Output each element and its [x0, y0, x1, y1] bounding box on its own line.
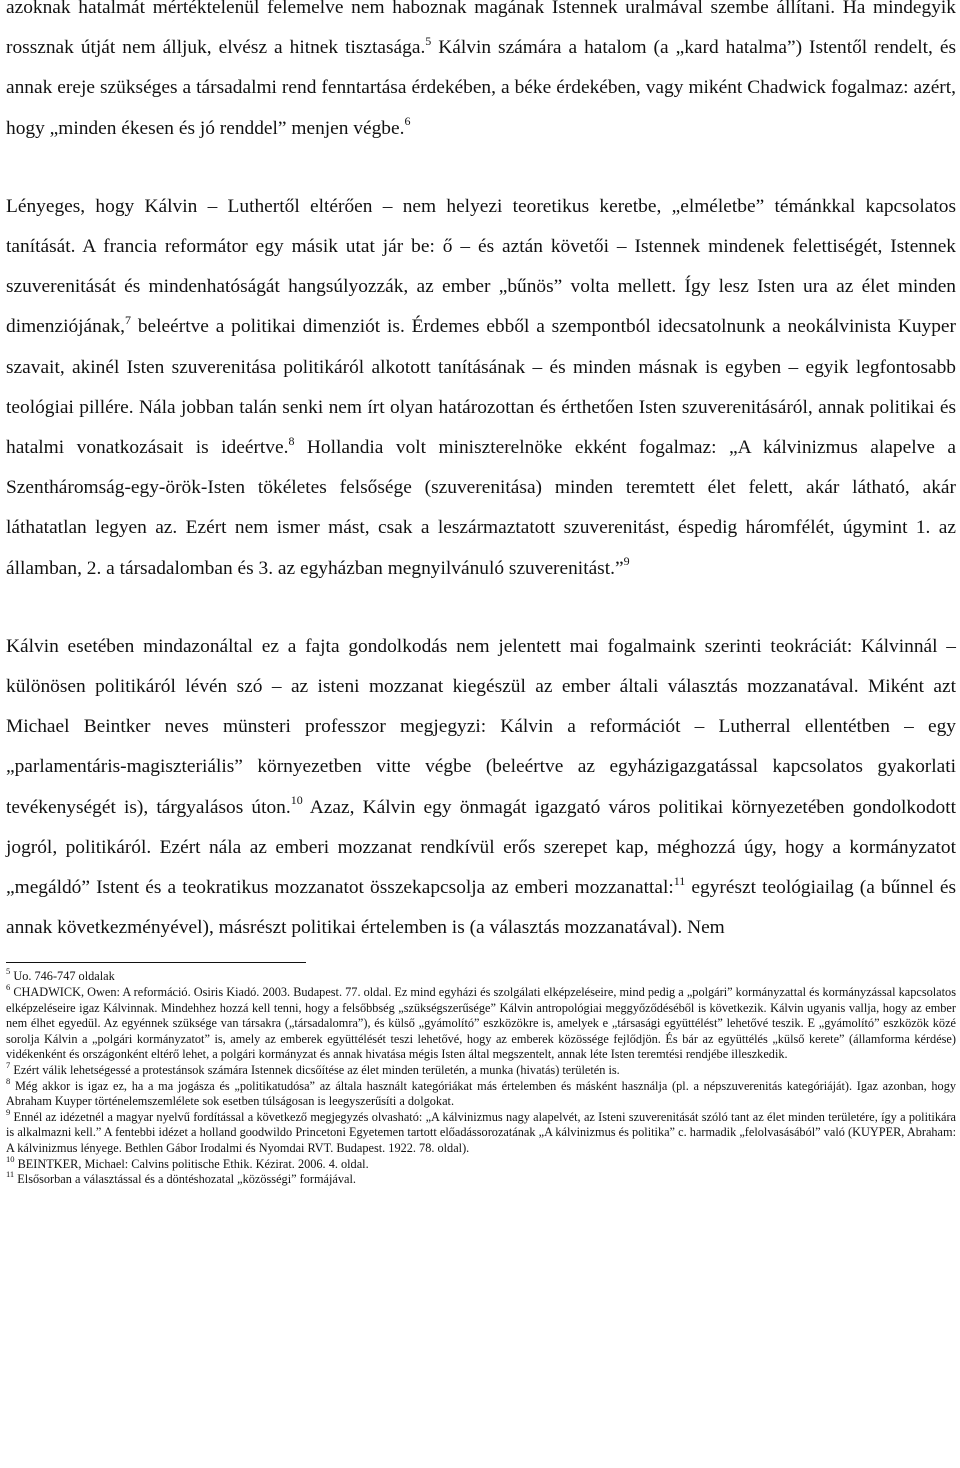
footnote-ref-10[interactable]: 10 [290, 793, 303, 808]
footnote-text: Uo. 746-747 oldalak [10, 969, 115, 984]
footnote-11 [6, 1169, 956, 1188]
footnote-5 [6, 966, 956, 985]
footnote-separator [6, 962, 306, 963]
paragraph-text: Azaz, Kálvin egy önmagát igazgató város politikai környezetében gondolkodott jogról, politikáról. Ezért nála az emberi mozzanat rendkívül erős szerepet kap, méghozzá úgy, hogy a kormányzatot „megáldó” Istent és a teokratikus mozzanatot összekapcsolja az emberi mozzanattal: [6, 796, 956, 899]
footnote-text: Elsősorban a választással és a döntéshozatal „közösségi” formájával. [14, 1172, 356, 1187]
paragraph-text: azoknak hatalmát mértéktelenül felemelve nem haboznak magának Istennek uralmával szembe állítani. Ha mindegyik rossznak útját nem álljuk, elvész a hitnek tisztasága. [6, 0, 956, 59]
paragraph-text: Lényeges, hogy Kálvin – Luthertől eltérően – nem helyezi teoretikus keretbe, „elméletbe” témánkkal kapcsolatos tanítását. A francia reformátor egy másik utat jár be: ő – és aztán követői – Istennek mindenek felettiségét, Istennek szuverenitását és mindenhatóságát hangsúlyozzák, az ember „bűnös” volta mellett. Így lesz Isten ura az élet minden dimenziójának, [6, 195, 956, 338]
footnote-ref-11[interactable]: 11 [673, 873, 686, 888]
paragraph-text: beleértve a politikai dimenziót is. Érdemes ebből a szempontból idecsatolnunk a neokálvinista Kuyper szavait, akinél Isten szuverenitása politikáról alkotott tanításának – és minden másnak is egyben – egyik legfontosabb teológiai pillére. Nála jobban talán senki nem írt olyan határozottan és érthetően Isten szuverenitásáról, annak politikai és hatalmi vonatkozásait is ideértve. [6, 316, 956, 459]
footnote-text: BEINTKER, Michael: Calvins politische Ethik. Kézirat. 2006. 4. oldal. [14, 1156, 369, 1171]
footnote-ref-8[interactable]: 8 [288, 433, 295, 448]
body-paragraph-1 [6, 0, 956, 149]
paragraph-text: egyrészt teológiailag (a bűnnel és annak következményével), másrészt politikai értelemben is (a választás mozzanatával). Nem [6, 877, 957, 939]
footnote-7 [6, 1059, 956, 1079]
footnote-number: 9 [6, 1106, 11, 1117]
footnote-text: Ennél az idézetnél a magyar nyelvű fordítással a következő megjegyzés olvasható: „A kálvinizmus nagy alapelvét, az Isteni szuverenitását szóló tant az élet minden területére, így a politikára is alkalmazni kell.” A fentebbi idézet a holland goodwildo Princetoni Egyetemen tartott előadássorozatának „A kálvinizmus és politika” c. harmadik „felolvasásából” való (KUYPER, Abraham: A kálvinizmus lényege. Bethlen Gábor Irodalmi és Nyomdai RVT. Budapest. 1922. 78. oldal). [6, 1109, 956, 1155]
footnote-8 [6, 1075, 956, 1110]
footnote-text: Még akkor is igaz ez, ha a ma jogásza és „politikatudósa” az általa használt kategóriákat más értelemben és másként használja (pl. a népszuverenitás kategóriáját). Igaz azonban, hogy Abraham Kuyper történelemszemlélete sok esetben túlságosan is leegyszerűsíti a dolgokat. [6, 1078, 956, 1109]
document-page [6, 0, 956, 1188]
footnote-6 [6, 981, 956, 1063]
body-paragraph-3 [6, 627, 956, 949]
footnote-number: 6 [6, 981, 11, 992]
footnotes [6, 966, 956, 1187]
footnote-text: Ezért válik lehetségessé a protestánsok számára Istennek dicsőítése az élet minden területén, a munka (hivatás) területén is. [10, 1063, 620, 1078]
footnote-number: 8 [6, 1075, 11, 1086]
footnote-number: 5 [6, 966, 11, 977]
footnote-10 [6, 1153, 956, 1173]
footnote-ref-6[interactable]: 6 [404, 114, 411, 129]
footnote-text: CHADWICK, Owen: A reformáció. Osiris Kiadó. 2003. Budapest. 77. oldal. Ez mind egyházi és szolgálati elképzeléseire, mind pedig a „polgári” kormányzattal és kormányzással kapcsolatos elképzeléseire igaz Kálvinnak. Mindehhez hozzá kell tenni, hogy a felsőbbség „szükségszerűsége” Kálvin antropológiai meggyőződéséből is következik. Kálvin ugyanis vallja, hogy az ember nem élhet egyedül. Az egyénnek szüksége van társakra („társadalomra”), és külső „gyámolító” eszközökre is, amelyek e „társasági együttélést” lehetővé teszik. E „gyámolító” eszközök közé sorolja Kálvin a „polgári kormányzatot” is, amely az emberek együttélését teszi lehetővé, hogy az emberek közössége fejlődjön. És bár az együttélés „külső kerete” (államforma kérdése) vidékenként és országonként eltérő lehet, a polgári kormányzat és annak hivatása mégis Isten által megszentelt, annak léte Isten teremtési rendjébe illeszkedik. [6, 985, 956, 1062]
paragraph-gap [6, 589, 956, 627]
footnote-ref-9[interactable]: 9 [623, 554, 630, 569]
paragraph-text: Kálvin számára a hatalom (a „kard hatalma”) Istentől rendelt, és annak ereje szükséges a társadalmi rend fenntartása érdekében, a béke érdekében, vagy miként Chadwick fogalmaz: azért, hogy „minden ékesen és jó renddel” menjen végbe. [6, 37, 956, 139]
paragraph-text: Hollandia volt miniszterelnöke ekként fogalmaz: „A kálvinizmus alapelve a Szentháromság-egy-örök-Isten tökéletes felsősége (szuverenitása) minden teremtett élet felett, akár látható, akár láthatatlan legyen az. Ezért nem ismer mást, csak a leszármaztatott szuverenitást, éspedig háromfélét, úgymint 1. az államban, 2. a társadalomban és 3. az egyházban megnyilvánuló szuverenitást.” [6, 437, 956, 579]
footnote-number: 11 [6, 1169, 15, 1180]
footnote-9 [6, 1106, 956, 1157]
body-paragraph-2 [6, 187, 956, 589]
footnote-number: 7 [6, 1059, 11, 1070]
footnote-ref-7[interactable]: 7 [125, 312, 131, 327]
paragraph-text: Kálvin esetében mindazonáltal ez a fajta gondolkodás nem jelentett mai fogalmaink szerinti teokráciát: Kálvinnál – különösen politikáról lévén szó – az isteni mozzanat kiegészül az ember általi választás mozzanatával. Miként azt Michael Beintker neves münsteri professzor megjegyzi: Kálvin a reformációt – Lutherral ellentétben – egy „parlamentáris-magiszteriális” környezetben vitte végbe (beleértve az egyházigazgatással kapcsolatos gyakorlati tevékenységét is), tárgyalásos úton. [6, 635, 956, 818]
paragraph-gap [6, 149, 956, 187]
footnote-number: 10 [6, 1153, 15, 1164]
footnote-ref-5[interactable]: 5 [425, 33, 432, 48]
